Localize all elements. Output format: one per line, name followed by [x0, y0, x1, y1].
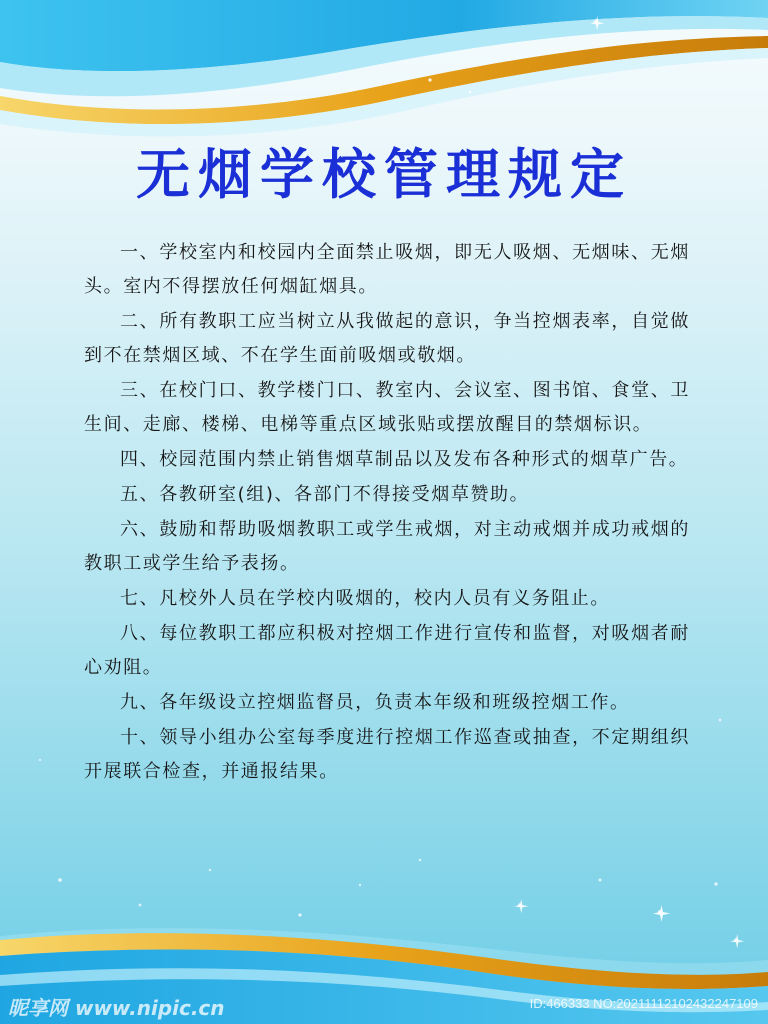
rule-item: 六、鼓励和帮助吸烟教职工或学生戒烟，对主动戒烟并成功戒烟的教职工或学生给予表扬。 — [84, 519, 690, 574]
rule-item: 二、所有教职工应当树立从我做起的意识，争当控烟表率，自觉做到不在禁烟区域、不在学生面前吸烟或敬烟。 — [84, 311, 690, 366]
page-title: 无烟学校管理规定 — [136, 143, 632, 206]
rules-list — [84, 236, 690, 790]
rule-item: 五、各教研室(组)、各部门不得接受烟草赞助。 — [120, 484, 530, 505]
rule-item: 八、每位教职工都应积极对控烟工作进行宣传和监督，对吸烟者耐心劝阻。 — [84, 623, 690, 678]
rule-item: 四、校园范围内禁止销售烟草制品以及发布各种形式的烟草广告。 — [120, 449, 689, 470]
site-watermark: 昵享网 www.nipic.cn — [8, 996, 225, 1020]
rule-item: 一、学校室内和校园内全面禁止吸烟，即无人吸烟、无烟味、无烟头。室内不得摆放任何烟缸烟具。 — [84, 242, 690, 297]
image-id-watermark: ID:466333 NO:20211112102432247109 — [529, 996, 758, 1011]
rule-item: 三、在校门口、教学楼门口、教室内、会议室、图书馆、食堂、卫生间、走廊、楼梯、电梯等重点区域张贴或摆放醒目的禁烟标识。 — [84, 380, 690, 435]
rule-item: 七、凡校外人员在学校内吸烟的，校内人员有义务阻止。 — [120, 588, 610, 609]
rule-item: 十、领导小组办公室每季度进行控烟工作巡查或抽查，不定期组织开展联合检查，并通报结果。 — [84, 727, 690, 782]
rule-item: 九、各年级设立控烟监督员，负责本年级和班级控烟工作。 — [120, 692, 630, 713]
